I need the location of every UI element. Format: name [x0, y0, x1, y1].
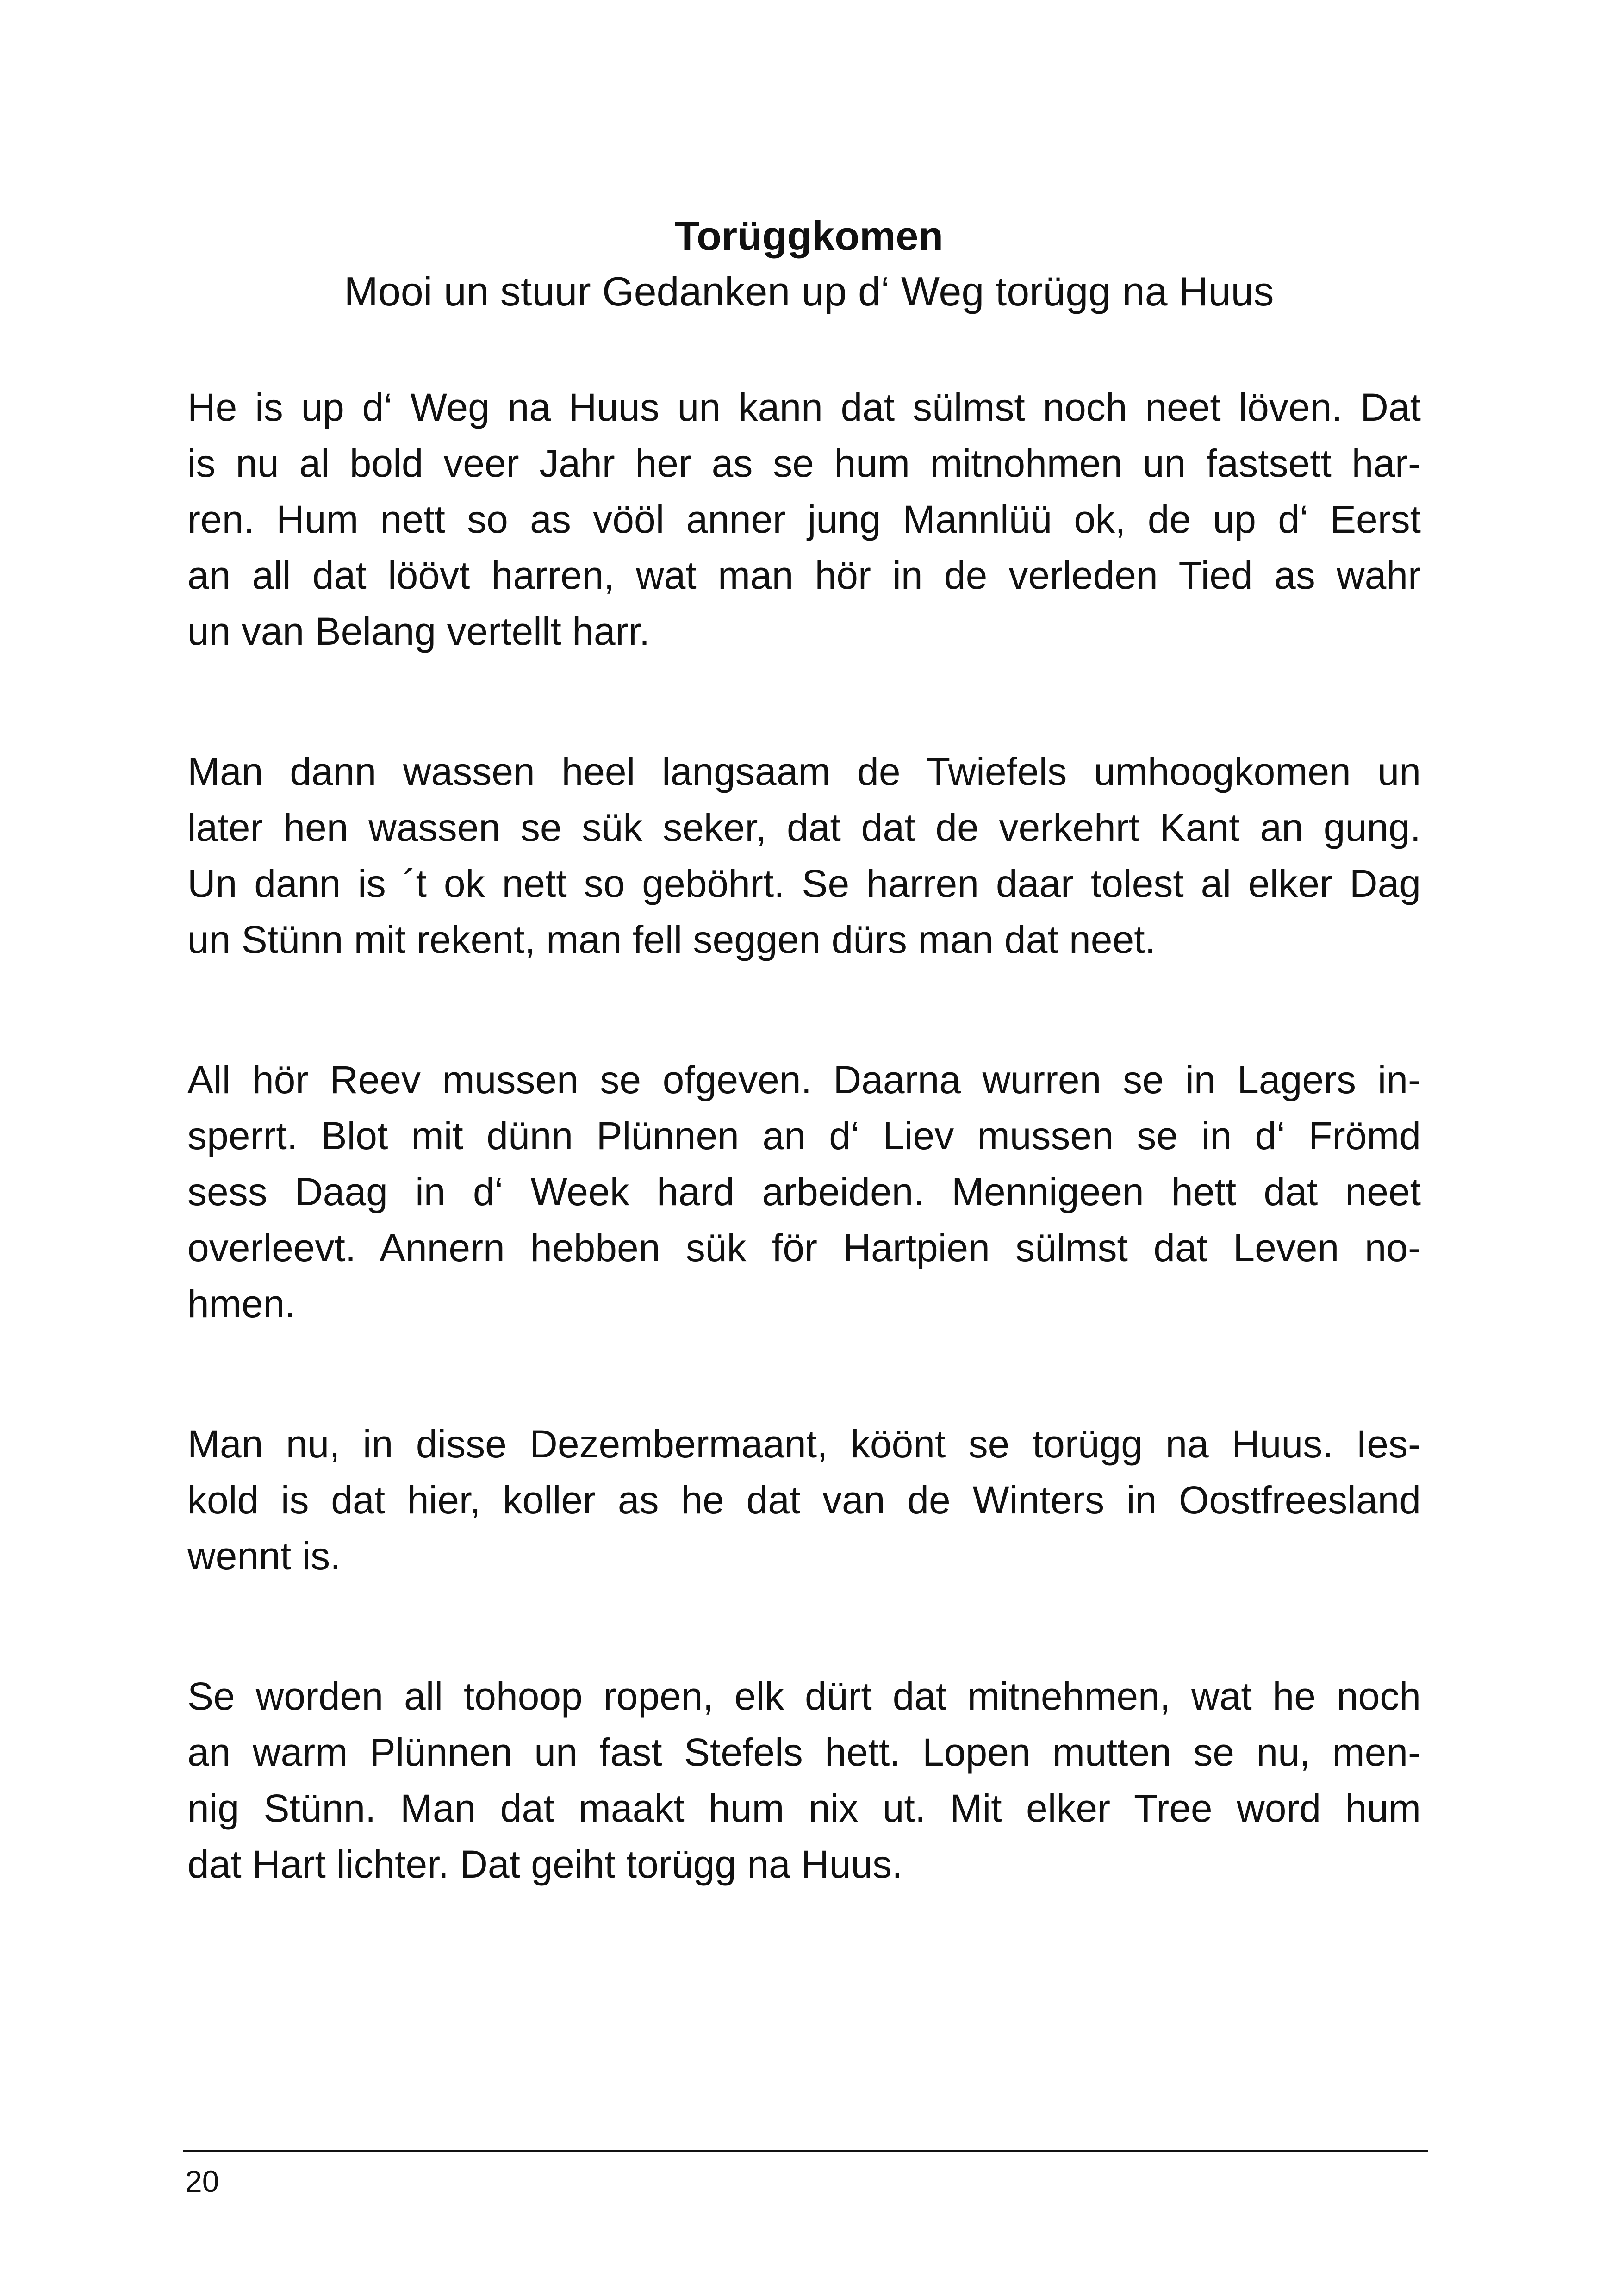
- text-line: sess Daag in d‘ Week hard arbeiden. Mennigeen hett dat neet: [187, 1170, 1421, 1213]
- text-line: sperrt. Blot mit dünn Plünnen an d‘ Liev mussen se in d‘ Frömd: [187, 1114, 1421, 1157]
- page-subtitle: Mooi un stuur Gedanken up d‘ Weg torügg na Huus: [344, 268, 1274, 314]
- page-title: Torüggkomen: [674, 213, 944, 259]
- text-line: un Stünn mit rekent, man fell seggen dürs man dat neet.: [187, 918, 1156, 961]
- paragraph-3: [187, 1052, 1421, 1332]
- text-line: dat Hart lichter. Dat geiht torügg na Huus.: [187, 1842, 903, 1886]
- body-text: [187, 380, 1421, 1977]
- text-line: an all dat löövt harren, wat man hör in de verleden Tied as wahr: [187, 554, 1421, 597]
- text-line: Se worden all tohoop ropen, elk dürt dat mitnehmen, wat he noch: [187, 1674, 1421, 1718]
- text-line: un van Belang vertellt harr.: [187, 610, 650, 653]
- text-line: ren. Hum nett so as vööl anner jung Mannlüü ok, de up d‘ Eerst: [187, 498, 1421, 541]
- text-line: Un dann is ´t ok nett so geböhrt. Se harren daar tolest al elker Dag: [187, 862, 1421, 905]
- text-line: All hör Reev mussen se ofgeven. Daarna wurren se in Lagers in-: [187, 1058, 1421, 1101]
- text-line: Man nu, in disse Dezembermaant, köönt se torügg na Huus. Ies-: [187, 1422, 1421, 1466]
- text-line: Man dann wassen heel langsaam de Twiefels umhoogkomen un: [187, 750, 1421, 793]
- text-line: kold is dat hier, koller as he dat van de Winters in Oostfreesland: [187, 1478, 1421, 1522]
- text-line: hmen.: [187, 1282, 296, 1325]
- text-line: overleevt. Annern hebben sük för Hartpien sülmst dat Leven no-: [187, 1226, 1421, 1269]
- page-number: 20: [185, 2164, 219, 2198]
- paragraph-1: [187, 380, 1421, 660]
- text-line: an warm Plünnen un fast Stefels hett. Lopen mutten se nu, men-: [187, 1730, 1421, 1774]
- text-line: is nu al bold veer Jahr her as se hum mitnohmen un fastsett har-: [187, 442, 1421, 485]
- paragraph-4: [187, 1416, 1421, 1584]
- paragraph-5: [187, 1668, 1421, 1892]
- text-line: wennt is.: [187, 1534, 341, 1578]
- text-line: He is up d‘ Weg na Huus un kann dat sülmst noch neet löven. Dat: [187, 386, 1421, 429]
- text-line: nig Stünn. Man dat maakt hum nix ut. Mit elker Tree word hum: [187, 1786, 1421, 1830]
- paragraph-2: [187, 744, 1421, 968]
- text-line: later hen wassen se sük seker, dat dat de verkehrt Kant an gung.: [187, 806, 1421, 849]
- footer-divider: [183, 2150, 1428, 2152]
